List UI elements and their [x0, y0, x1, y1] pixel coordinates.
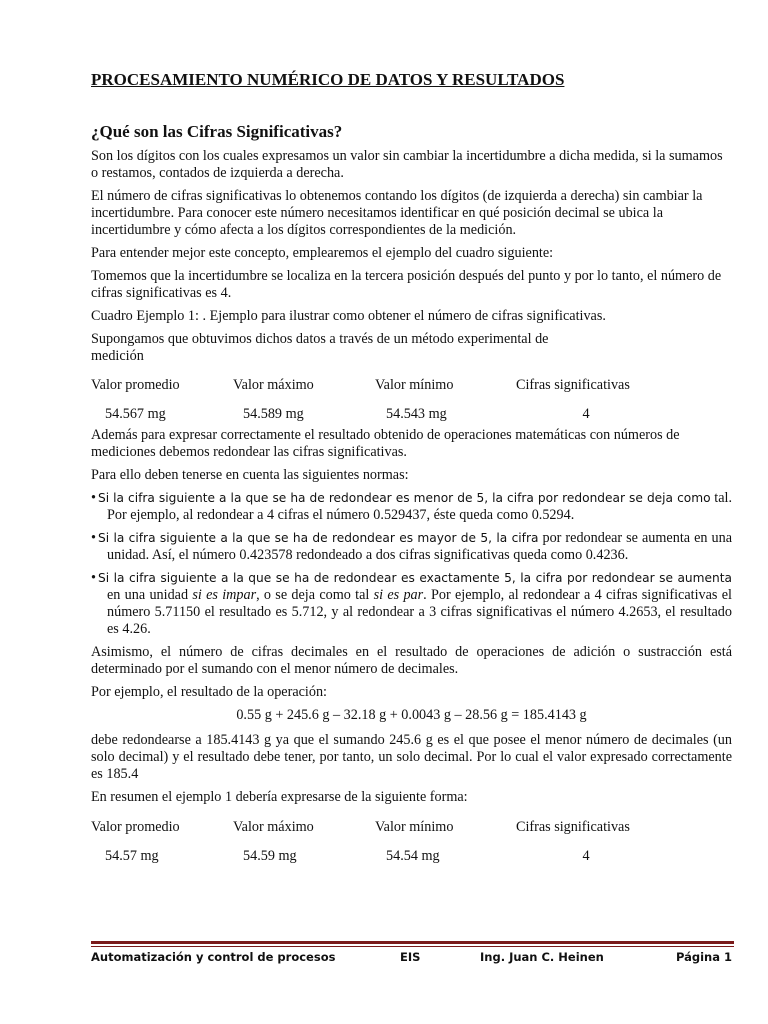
table-cell: 54.567 mg	[105, 406, 166, 422]
table-cell: 4	[582, 406, 590, 422]
paragraph: debe redondearse a 185.4143 g ya que el sumando 245.6 g es el que posee el menor número de decimales (un solo decimal) y el resultado debe tener, por tanto, un solo decimal. Por lo cual el valor expresado correctamente es 185.4	[91, 732, 732, 782]
paragraph-line: Supongamos que obtuvimos dichos datos a través de un método experimental de	[91, 331, 549, 347]
list-item	[91, 530, 732, 564]
paragraph: Asimismo, el número de cifras decimales en el resultado de operaciones de adición o sustracción está determinado por el sumando con el menor número de decimales.	[91, 644, 732, 677]
footer-school: EIS	[400, 950, 421, 964]
table-cell: 54.57 mg	[105, 848, 159, 864]
page-title: PROCESAMIENTO NUMÉRICO DE DATOS Y RESULTADOS	[91, 70, 565, 89]
list-item-text: por redondear se aumenta en una unidad. Así, el número 0.423578 redondeado a dos cifras significativas queda como 0.4236.	[107, 530, 732, 563]
document-body	[91, 148, 732, 865]
rules-list	[91, 490, 732, 638]
paragraph: Para entender mejor este concepto, emplearemos el ejemplo del cuadro siguiente:	[91, 245, 554, 261]
footer-page-number: Página 1	[675, 950, 732, 964]
footer-rule	[91, 941, 734, 944]
list-item-text: tal. Por ejemplo, al redondear a 4 cifras el número 0.529437, éste queda como 0.5294.	[107, 490, 732, 523]
list-item-text: Si la cifra siguiente a la que se ha de redondear es mayor de 5, la cifra	[98, 531, 539, 545]
table-cell: 4	[582, 848, 590, 864]
list-item	[91, 490, 732, 524]
footer-author: Ing. Juan C. Heinen	[480, 950, 604, 964]
table-header-cell: Valor mínimo	[375, 377, 454, 393]
footer-rule	[91, 946, 734, 947]
table-header-cell: Cifras significativas	[516, 377, 630, 393]
equation: 0.55 g + 245.6 g – 32.18 g + 0.0043 g – 28.56 g = 185.4143 g	[236, 707, 587, 723]
paragraph: El número de cifras significativas lo obtenemos contando los dígitos (de izquierda a derecha) sin cambiar la incertidumbre. Para conocer este número necesitamos identificar en qué posición decimal se ubica la incertidumbre y cómo afecta a los dígitos correspondientes de la medición.	[91, 188, 703, 238]
paragraph: Además para expresar correctamente el resultado obtenido de operaciones matemáticas con números de mediciones debemos redondear las cifras significativas.	[91, 427, 680, 460]
paragraph: Para ello deben tenerse en cuenta las siguientes normas:	[91, 467, 409, 483]
section-heading: ¿Qué son las Cifras Significativas?	[91, 122, 343, 141]
paragraph: Son los dígitos con los cuales expresamos un valor sin cambiar la incertidumbre a dicha medida, si la sumamos o restamos, contados de izquierda a derecha.	[91, 148, 723, 181]
table-cell: 54.589 mg	[243, 406, 304, 422]
list-item-text: en una unidad	[107, 587, 193, 603]
table-row	[91, 406, 732, 423]
table-header-cell: Cifras significativas	[516, 819, 630, 835]
table-cell: 54.59 mg	[243, 848, 297, 864]
table-row	[91, 848, 732, 865]
list-item-emphasis: si es par	[373, 587, 424, 603]
paragraph: En resumen el ejemplo 1 debería expresarse de la siguiente forma:	[91, 789, 468, 805]
paragraph: Por ejemplo, el resultado de la operación:	[91, 684, 327, 700]
table-header-cell: Valor máximo	[233, 819, 314, 835]
list-item-text: Si la cifra siguiente a la que se ha de redondear es exactamente 5, la cifra por redondear se aumenta	[98, 571, 732, 585]
table-header-cell: Valor máximo	[233, 377, 314, 393]
paragraph	[91, 331, 732, 365]
table-header-cell: Valor promedio	[91, 819, 180, 835]
list-item	[91, 570, 732, 638]
list-item-text: Si la cifra siguiente a la que se ha de redondear es menor de 5, la cifra por redondear se deja como	[98, 491, 711, 505]
table-header-row	[91, 819, 732, 836]
paragraph: Tomemos que la incertidumbre se localiza en la tercera posición después del punto y por lo tanto, el número de cifras significativas es 4.	[91, 268, 722, 301]
table-header-cell: Valor promedio	[91, 377, 180, 393]
list-item-text: . Por ejemplo, al redondear a 4 cifras significativas el número 5.71150 el resultado es 5.712, y al redondear a 3 cifras significativas el número 4.2653, el resultado es 4.26.	[107, 587, 732, 637]
footer-course: Automatización y control de procesos	[91, 950, 336, 964]
list-item-text: , o se deja como tal	[256, 587, 374, 603]
table-cell: 54.543 mg	[386, 406, 447, 422]
table-header-row	[91, 377, 732, 394]
table-cell: 54.54 mg	[386, 848, 440, 864]
table-caption: Cuadro Ejemplo 1: . Ejemplo para ilustrar como obtener el número de cifras significativas.	[91, 308, 606, 324]
paragraph-line: medición	[91, 348, 144, 364]
list-item-emphasis: si es impar	[192, 587, 257, 603]
table-header-cell: Valor mínimo	[375, 819, 454, 835]
